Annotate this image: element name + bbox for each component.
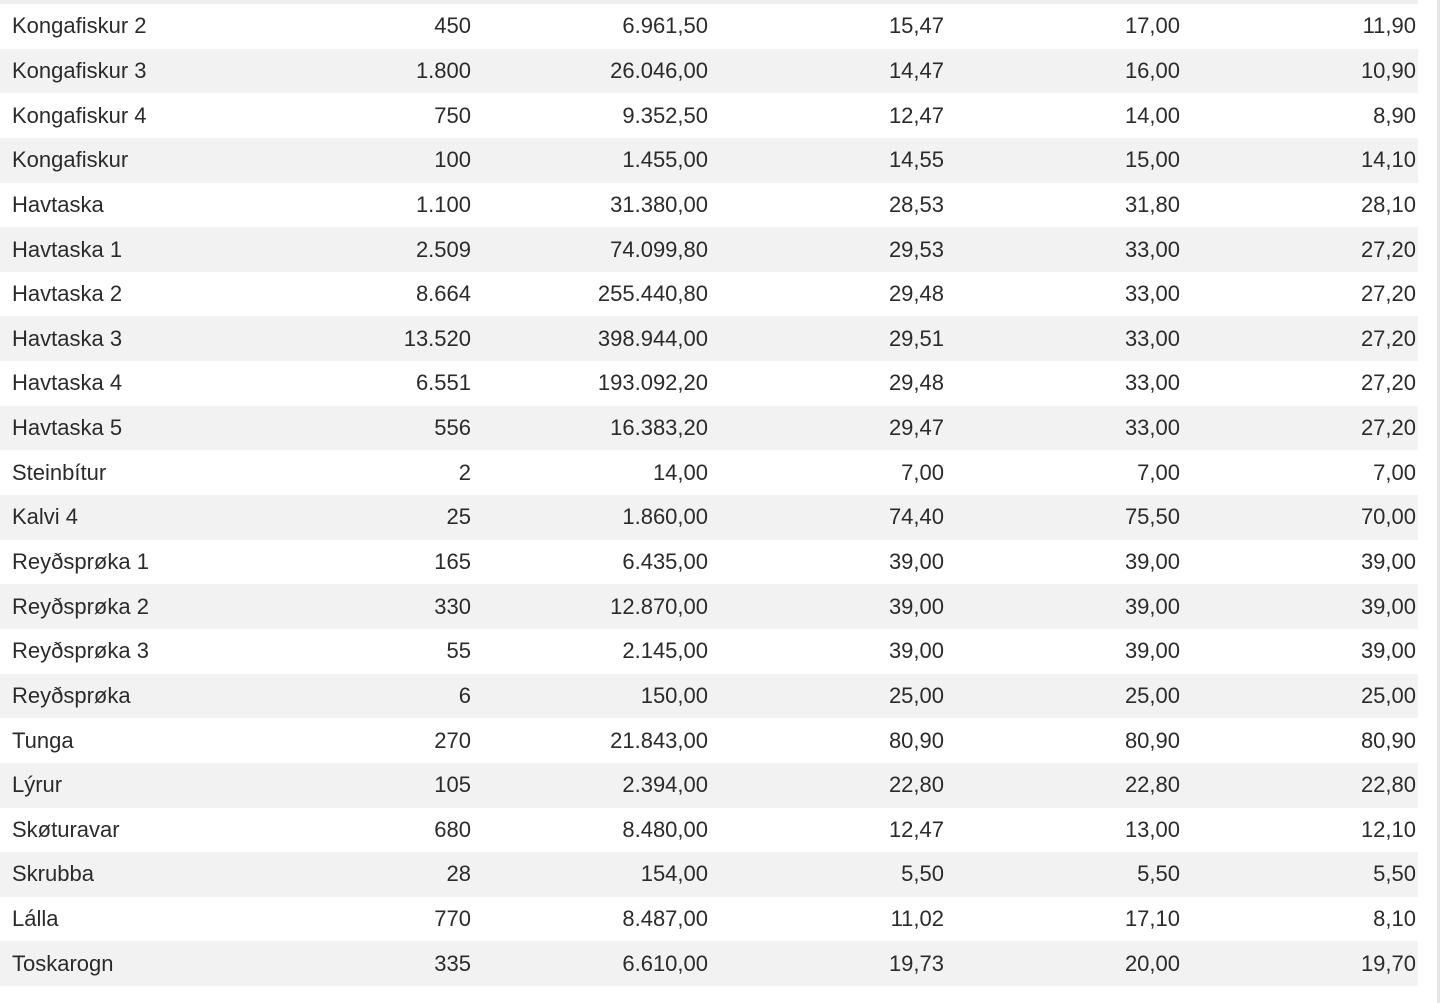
max-price-cell: 5,50 [944, 852, 1180, 897]
total-value-cell: 1.455,00 [471, 138, 708, 183]
species-cell: Havtaska 4 [12, 370, 123, 396]
total-value-cell: 6.435,00 [622, 549, 708, 574]
total-value-cell: 74.099,80 [471, 227, 708, 272]
total-value-cell: 398.944,00 [471, 316, 708, 361]
max-price-cell: 39,00 [944, 584, 1180, 629]
total-value-cell: 6.961,50 [622, 13, 708, 39]
max-price-cell: 80,90 [1124, 727, 1180, 753]
quantity-cell: 770 [434, 906, 471, 932]
min-price-cell: 8,90 [1373, 102, 1416, 128]
max-price-cell: 13,00 [1124, 816, 1180, 842]
total-value-cell: 31.380,00 [610, 191, 708, 217]
table-row [0, 495, 1429, 540]
min-price-cell: 14,10 [1180, 138, 1429, 183]
total-value-cell: 8.480,00 [622, 816, 708, 842]
quantity-cell: 2.509 [252, 227, 471, 272]
average-price-cell: 29,51 [708, 316, 944, 361]
min-price-cell: 22,80 [1180, 763, 1429, 808]
quantity-cell: 100 [252, 138, 471, 183]
max-price-cell: 33,00 [1124, 370, 1180, 396]
total-value-cell: 255.440,80 [597, 281, 708, 307]
min-price-cell: 28,10 [1360, 191, 1416, 217]
average-price-cell: 29,47 [708, 406, 944, 451]
table-row [0, 941, 1429, 986]
species-cell: Reyðsprøka 2 [0, 584, 252, 629]
min-price-cell: 25,00 [1180, 674, 1429, 719]
species-cell: Tunga [12, 727, 74, 753]
page-scrollbar[interactable] [1418, 0, 1440, 1003]
species-cell: Havtaska [12, 191, 104, 217]
min-price-cell: 39,00 [1180, 584, 1429, 629]
max-price-cell: 17,10 [1124, 906, 1180, 932]
table-row [0, 49, 1429, 94]
average-price-cell: 5,50 [708, 852, 944, 897]
average-price-cell: 39,00 [708, 584, 944, 629]
total-value-cell: 2.145,00 [622, 638, 708, 664]
total-value-cell: 26.046,00 [471, 49, 708, 94]
species-cell: Lýrur [0, 763, 252, 808]
max-price-cell: 14,00 [1124, 102, 1180, 128]
min-price-cell: 27,20 [1360, 370, 1416, 396]
table-row [0, 584, 1429, 629]
quantity-cell: 1.100 [415, 191, 471, 217]
table-row [0, 674, 1429, 719]
total-value-cell: 16.383,20 [471, 406, 708, 451]
average-price-cell: 11,02 [890, 906, 944, 932]
species-cell: Steinbítur [12, 459, 107, 485]
min-price-cell: 12,10 [1360, 816, 1416, 842]
species-cell: Havtaska 3 [0, 316, 252, 361]
min-price-cell: 39,00 [1360, 549, 1416, 574]
min-price-cell: 8,10 [1373, 906, 1416, 932]
species-cell: Skøturavar [12, 816, 120, 842]
max-price-cell: 22,80 [944, 763, 1180, 808]
species-cell: Havtaska 5 [0, 406, 252, 451]
quantity-cell: 6 [252, 674, 471, 719]
table-row [0, 406, 1429, 451]
average-price-cell: 29,48 [888, 281, 944, 307]
species-cell: Lálla [12, 906, 59, 932]
quantity-cell: 55 [446, 638, 471, 664]
max-price-cell: 20,00 [944, 941, 1180, 986]
min-price-cell: 19,70 [1180, 941, 1429, 986]
total-value-cell: 154,00 [471, 852, 708, 897]
table-body [0, 4, 1429, 986]
species-cell: Havtaska 2 [12, 281, 123, 307]
total-value-cell: 12.870,00 [471, 584, 708, 629]
quantity-cell: 270 [434, 727, 471, 753]
table-row [0, 718, 1429, 763]
average-price-cell: 28,53 [888, 191, 944, 217]
average-price-cell: 74,40 [708, 495, 944, 540]
min-price-cell: 5,50 [1180, 852, 1429, 897]
fish-price-table [0, 4, 1429, 986]
total-value-cell: 193.092,20 [597, 370, 708, 396]
average-price-cell: 29,48 [888, 370, 944, 396]
min-price-cell: 27,20 [1180, 227, 1429, 272]
quantity-cell: 165 [434, 549, 471, 574]
min-price-cell: 39,00 [1360, 638, 1416, 664]
quantity-cell: 335 [252, 941, 471, 986]
max-price-cell: 39,00 [1124, 638, 1180, 664]
max-price-cell: 33,00 [944, 406, 1180, 451]
min-price-cell: 11,90 [1362, 13, 1416, 39]
max-price-cell: 17,00 [1124, 13, 1180, 39]
table-row [0, 4, 1429, 49]
average-price-cell: 29,53 [708, 227, 944, 272]
average-price-cell: 14,55 [708, 138, 944, 183]
quantity-cell: 330 [252, 584, 471, 629]
max-price-cell: 33,00 [944, 227, 1180, 272]
table-row [0, 316, 1429, 361]
species-cell: Reyðsprøka 3 [12, 638, 149, 664]
quantity-cell: 28 [252, 852, 471, 897]
average-price-cell: 15,47 [888, 13, 944, 39]
species-cell: Havtaska 1 [0, 227, 252, 272]
quantity-cell: 680 [434, 816, 471, 842]
average-price-cell: 22,80 [708, 763, 944, 808]
quantity-cell: 556 [252, 406, 471, 451]
quantity-cell: 25 [252, 495, 471, 540]
species-cell: Toskarogn [0, 941, 252, 986]
max-price-cell: 33,00 [944, 316, 1180, 361]
average-price-cell: 39,00 [888, 638, 944, 664]
total-value-cell: 14,00 [652, 459, 708, 485]
total-value-cell: 1.860,00 [471, 495, 708, 540]
min-price-cell: 10,90 [1180, 49, 1429, 94]
average-price-cell: 19,73 [708, 941, 944, 986]
table-row [0, 138, 1429, 183]
max-price-cell: 15,00 [944, 138, 1180, 183]
max-price-cell: 75,50 [944, 495, 1180, 540]
table-row [0, 272, 1429, 317]
species-cell: Kongafiskur 3 [0, 49, 252, 94]
species-cell: Kongafiskur [0, 138, 252, 183]
species-cell: Reyðsprøka [0, 674, 252, 719]
species-cell: Kalvi 4 [0, 495, 252, 540]
average-price-cell: 12,47 [888, 816, 944, 842]
max-price-cell: 39,00 [1124, 549, 1180, 574]
total-value-cell: 2.394,00 [471, 763, 708, 808]
min-price-cell: 7,00 [1373, 459, 1416, 485]
max-price-cell: 7,00 [1137, 459, 1180, 485]
average-price-cell: 25,00 [708, 674, 944, 719]
table-row [0, 93, 1429, 138]
quantity-cell: 750 [434, 102, 471, 128]
table-row [0, 629, 1429, 674]
total-value-cell: 150,00 [471, 674, 708, 719]
table-row [0, 808, 1429, 853]
quantity-cell: 2 [458, 459, 471, 485]
max-price-cell: 31,80 [1124, 191, 1180, 217]
max-price-cell: 25,00 [944, 674, 1180, 719]
average-price-cell: 80,90 [888, 727, 944, 753]
min-price-cell: 27,20 [1180, 406, 1429, 451]
average-price-cell: 39,00 [888, 549, 944, 574]
table-row [0, 183, 1429, 228]
quantity-cell: 105 [252, 763, 471, 808]
min-price-cell: 70,00 [1180, 495, 1429, 540]
quantity-cell: 8.664 [415, 281, 471, 307]
species-cell: Kongafiskur 4 [12, 102, 147, 128]
max-price-cell: 33,00 [1124, 281, 1180, 307]
table-row [0, 450, 1429, 495]
quantity-cell: 13.520 [252, 316, 471, 361]
average-price-cell: 12,47 [888, 102, 944, 128]
species-cell: Reyðsprøka 1 [12, 549, 149, 574]
species-cell: Kongafiskur 2 [12, 13, 147, 39]
average-price-cell: 7,00 [901, 459, 944, 485]
total-value-cell: 9.352,50 [622, 102, 708, 128]
table-row [0, 852, 1429, 897]
total-value-cell: 8.487,00 [622, 906, 708, 932]
table-row [0, 227, 1429, 272]
quantity-cell: 1.800 [252, 49, 471, 94]
table-row [0, 763, 1429, 808]
min-price-cell: 27,20 [1180, 316, 1429, 361]
total-value-cell: 6.610,00 [471, 941, 708, 986]
min-price-cell: 27,20 [1360, 281, 1416, 307]
total-value-cell: 21.843,00 [610, 727, 708, 753]
max-price-cell: 16,00 [944, 49, 1180, 94]
min-price-cell: 80,90 [1360, 727, 1416, 753]
table-row [0, 897, 1429, 942]
table-row [0, 540, 1429, 585]
quantity-cell: 6.551 [415, 370, 471, 396]
average-price-cell: 14,47 [708, 49, 944, 94]
table-row [0, 361, 1429, 406]
species-cell: Skrubba [0, 852, 252, 897]
quantity-cell: 450 [434, 13, 471, 39]
